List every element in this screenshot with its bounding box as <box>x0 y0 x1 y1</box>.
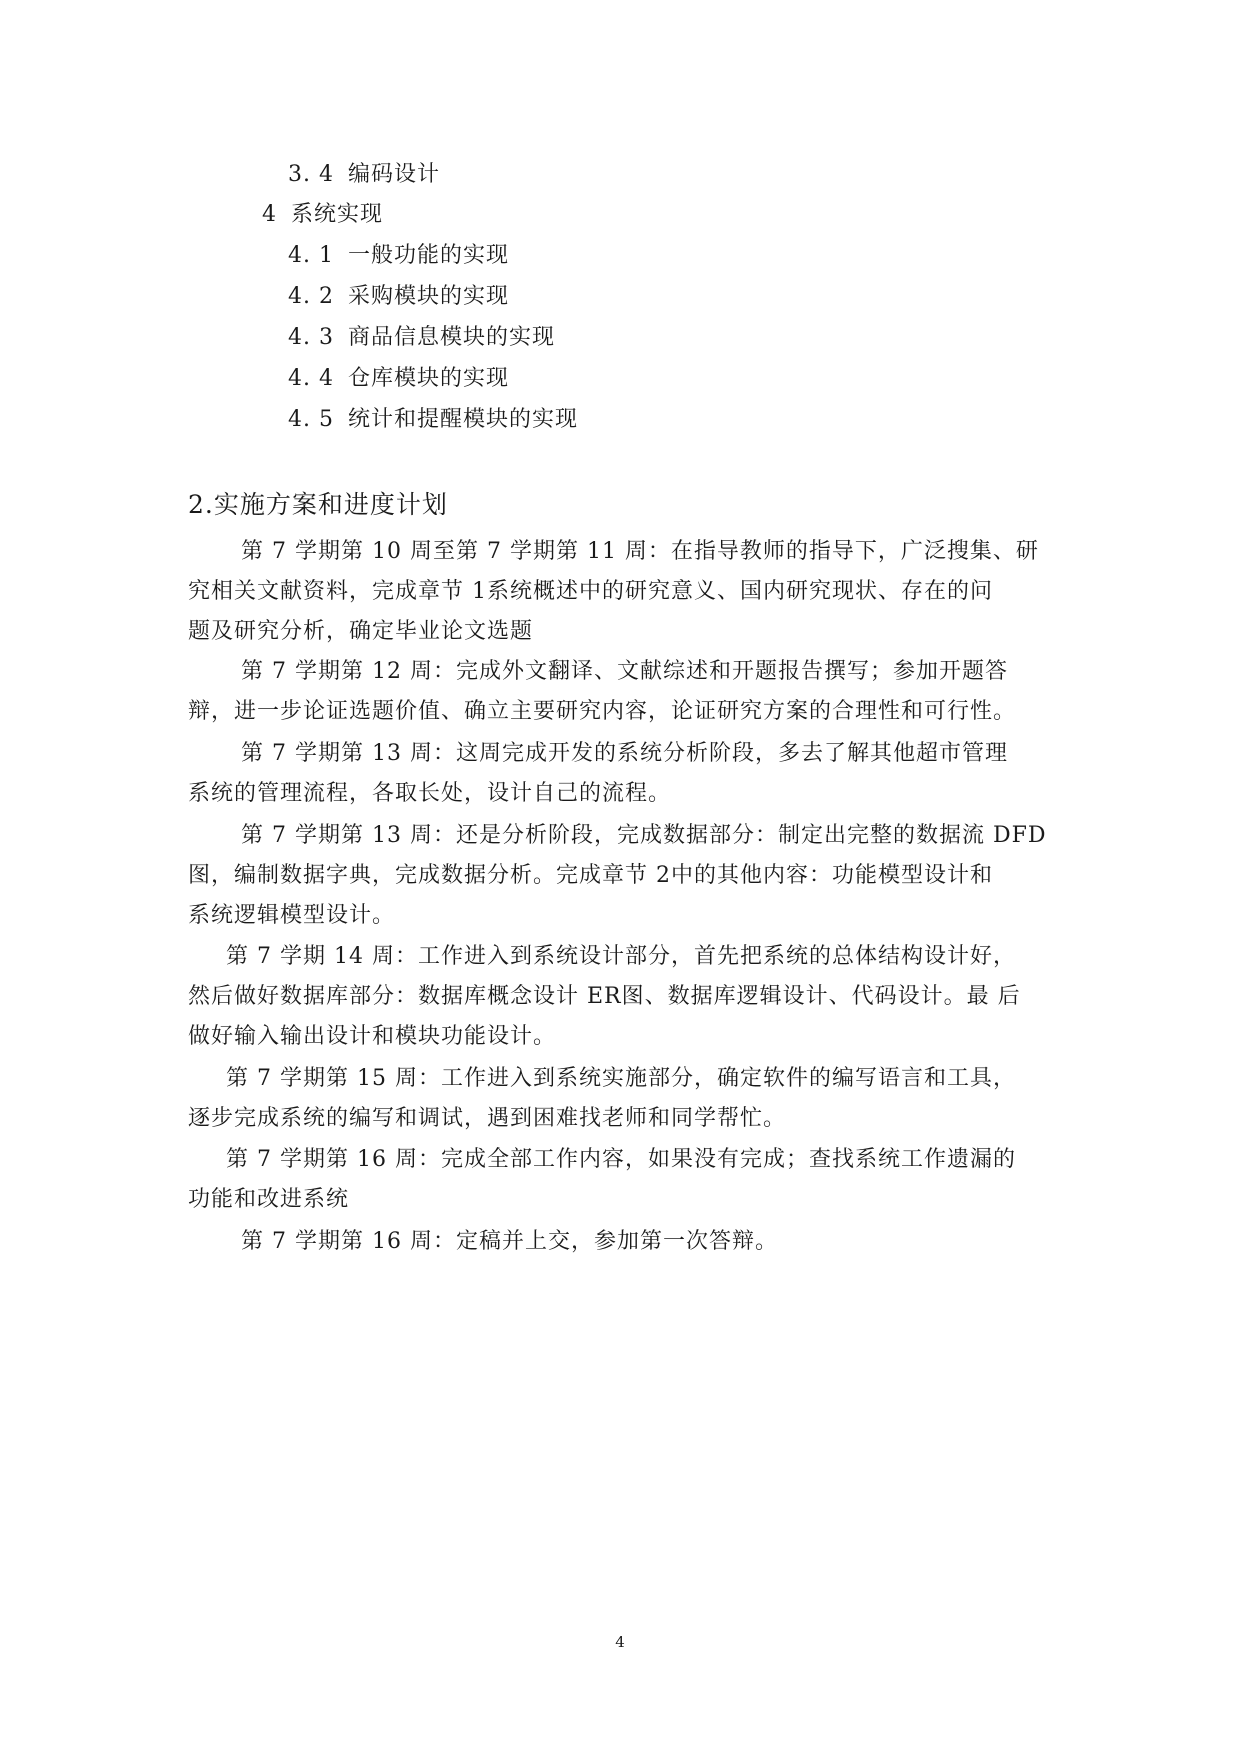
paragraph-line: 辩，进一步论证选题价值、确立主要研究内容，论证研究方案的合理性和可行性。 <box>188 699 1017 724</box>
section-heading: 2.实施方案和进度计划 <box>188 490 448 519</box>
toc-entry-4-2 <box>288 282 509 312</box>
paragraph-line: 第 7 学期第 15 周：工作进入到系统实施部分，确定软件的编写语言和工具， <box>226 1066 1016 1091</box>
paragraph-line: 第 7 学期第 16 周：完成全部工作内容，如果没有完成；查找系统工作遗漏的 <box>226 1147 1016 1172</box>
toc-entry-4-5 <box>288 405 578 435</box>
paragraph-line: 系统的管理流程，各取长处，设计自己的流程。 <box>188 781 672 806</box>
schedule-paragraph <box>188 652 1053 732</box>
schedule-paragraph <box>188 532 1053 652</box>
toc-entry-title: 系统实现 <box>291 202 384 227</box>
paragraph-line: 第 7 学期 14 周：工作进入到系统设计部分，首先把系统的总体结构设计好， <box>226 944 1016 969</box>
page-number: 4 <box>615 1633 625 1651</box>
toc-entry-number: 4. 4 <box>288 366 334 391</box>
schedule-paragraph <box>188 1059 1053 1139</box>
schedule-paragraph <box>188 816 1053 936</box>
paragraph-line: 第 7 学期第 13 周：还是分析阶段，完成数据部分：制定出完整的数据流 DFD <box>241 823 1047 848</box>
toc-entry-number: 4. 3 <box>288 325 334 350</box>
toc-entry-number: 4. 1 <box>288 243 334 268</box>
toc-entry-4 <box>262 200 383 230</box>
toc-entry-number: 4. 5 <box>288 407 334 432</box>
toc-entry-title: 统计和提醒模块的实现 <box>347 407 578 432</box>
paragraph-line: 第 7 学期第 10 周至第 7 学期第 11 周：在指导教师的指导下，广泛搜集、研 <box>241 539 1039 564</box>
paragraph-line: 第 7 学期第 13 周：这周完成开发的系统分析阶段，多去了解其他超市管理 <box>241 741 1008 766</box>
paragraph-line: 做好输入输出设计和模块功能设计。 <box>188 1024 557 1049</box>
toc-entry-title: 采购模块的实现 <box>347 284 509 309</box>
schedule-paragraph <box>188 937 1053 1057</box>
schedule-paragraph <box>188 734 1053 814</box>
schedule-paragraph <box>188 1222 1053 1262</box>
paragraph-line: 然后做好数据库部分：数据库概念设计 ER图、数据库逻辑设计、代码设计。最 后 <box>188 984 1021 1009</box>
toc-entry-number: 4. 2 <box>288 284 334 309</box>
toc-entry-title: 商品信息模块的实现 <box>347 325 555 350</box>
toc-entry-3-4 <box>288 160 440 190</box>
paragraph-line: 系统逻辑模型设计。 <box>188 903 396 928</box>
paragraph-line: 题及研究分析，确定毕业论文选题 <box>188 619 534 644</box>
paragraph-line: 功能和改进系统 <box>188 1187 350 1212</box>
toc-entry-4-4 <box>288 364 509 394</box>
schedule-paragraph <box>188 1140 1053 1220</box>
toc-entry-title: 仓库模块的实现 <box>347 366 509 391</box>
toc-entry-number: 3. 4 <box>288 162 334 187</box>
paragraph-line: 逐步完成系统的编写和调试，遇到困难找老师和同学帮忙。 <box>188 1106 787 1131</box>
toc-entry-4-3 <box>288 323 555 353</box>
toc-entry-number: 4 <box>262 202 277 227</box>
paragraph-line: 第 7 学期第 12 周：完成外文翻译、文献综述和开题报告撰写；参加开题答 <box>241 659 1008 684</box>
toc-entry-4-1 <box>288 241 509 271</box>
toc-entry-title: 编码设计 <box>347 162 440 187</box>
toc-entry-title: 一般功能的实现 <box>347 243 509 268</box>
paragraph-line: 究相关文献资料，完成章节 1系统概述中的研究意义、国内研究现状、存在的问 <box>188 579 993 604</box>
paragraph-line: 图，编制数据字典，完成数据分析。完成章节 2中的其他内容：功能模型设计和 <box>188 863 993 888</box>
paragraph-line: 第 7 学期第 16 周：定稿并上交，参加第一次答辩。 <box>241 1229 778 1254</box>
